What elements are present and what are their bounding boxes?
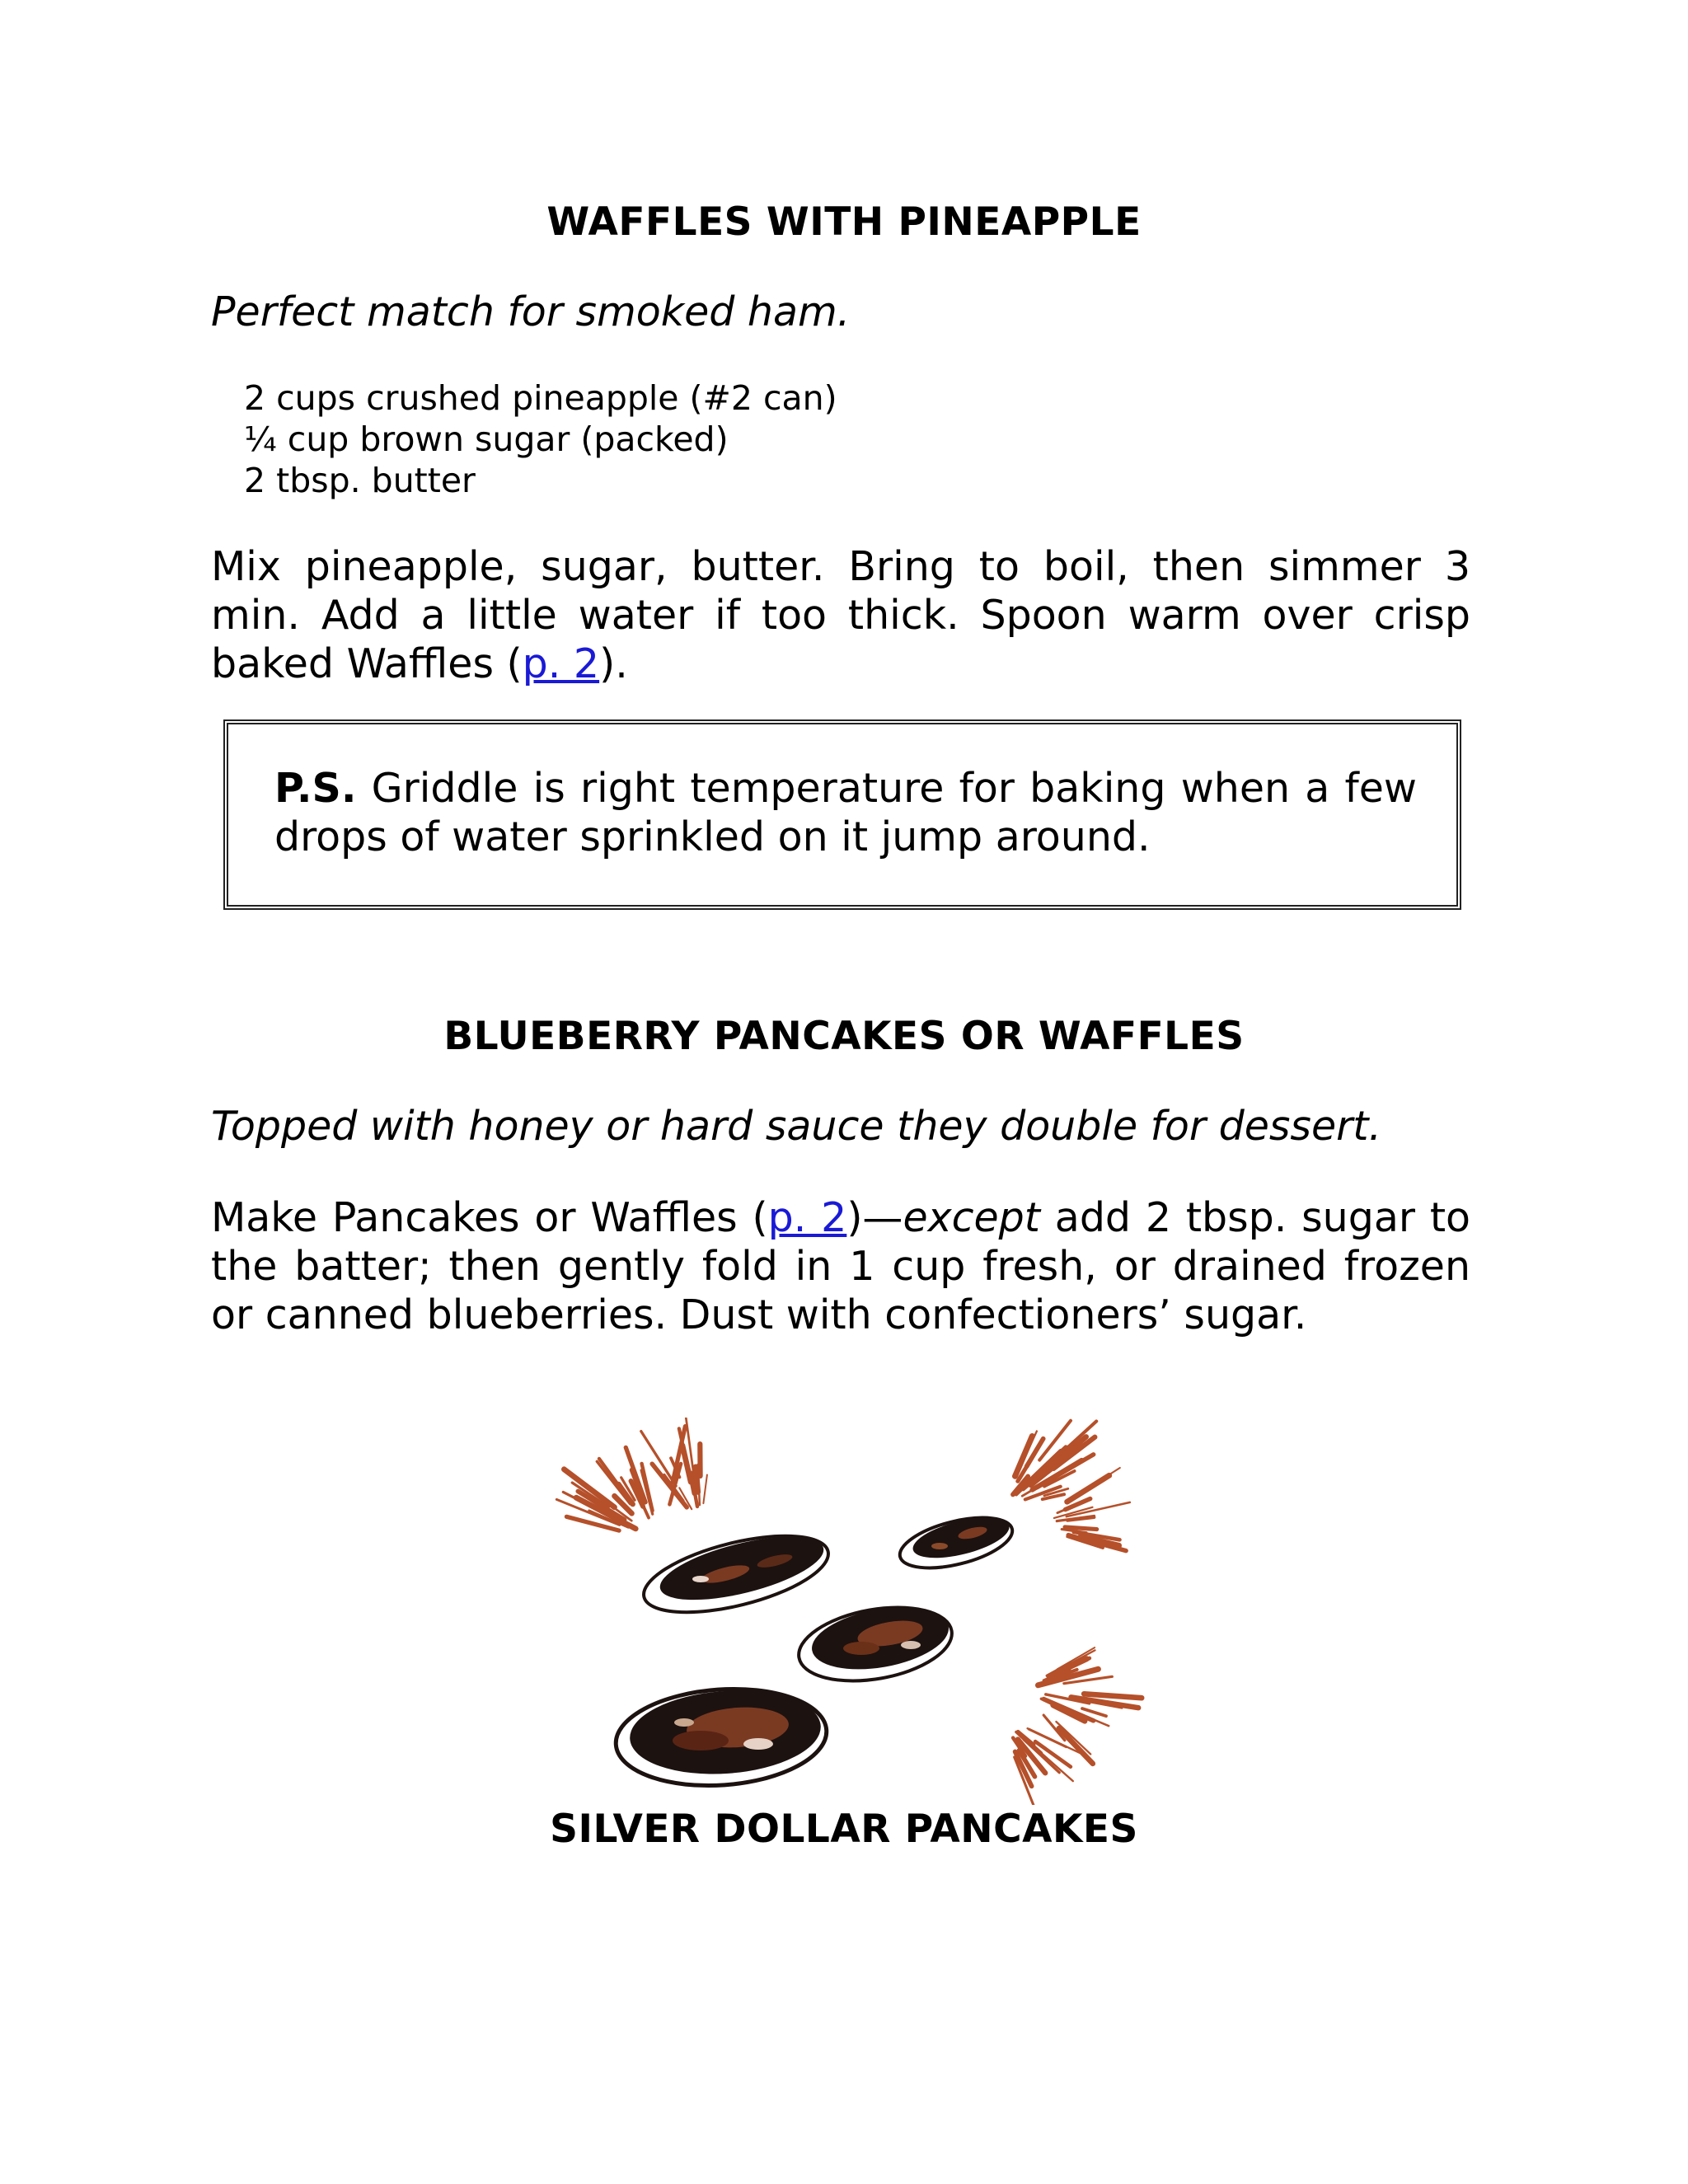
- page-link[interactable]: p. 2: [522, 640, 600, 687]
- ingredient-item: 2 tbsp. butter: [244, 461, 476, 500]
- recipe-tagline: Topped with honey or hard sauce they double for dessert.: [211, 1103, 1382, 1150]
- ingredient-item: 2 cups crushed pineapple (#2 can): [244, 378, 837, 418]
- directions-text: add 2 tbsp. sugar to the batter; then gently fold in 1 cup fresh, or drained frozen or canned blueberries. Dust with confectioners’ sugar.: [211, 1194, 1471, 1338]
- tip-body: Griddle is right temperature for baking when a few drops of water sprinkled on it jump around.: [274, 765, 1417, 860]
- directions-text: ).: [599, 640, 628, 687]
- tip-label: P.S.: [274, 765, 357, 812]
- splatter-stroke: [599, 1459, 625, 1493]
- pancake-top-right: [895, 1508, 1017, 1577]
- recipe-title-waffles-pineapple: WAFFLES WITH PINEAPPLE: [546, 199, 1142, 245]
- pancakes-illustration: [536, 1418, 1154, 1805]
- recipe-directions: [211, 1193, 1470, 1339]
- emphasis-text: except: [903, 1194, 1040, 1241]
- ingredient-list: [244, 377, 837, 501]
- splatter-stroke: [1084, 1694, 1142, 1698]
- recipe-tagline: Perfect match for smoked ham.: [211, 288, 851, 335]
- tip-text: [274, 764, 1417, 861]
- splatter-stroke: [1065, 1527, 1097, 1530]
- pancake-top-left: [636, 1521, 836, 1627]
- recipe-title-blueberry: BLUEBERRY PANCAKES OR WAFFLES: [443, 1014, 1245, 1059]
- recipe-directions: [211, 542, 1470, 688]
- directions-text: )—: [846, 1194, 903, 1241]
- page-link[interactable]: p. 2: [767, 1194, 847, 1241]
- illustration-caption: SILVER DOLLAR PANCAKES: [550, 1807, 1138, 1852]
- directions-text: Make Pancakes or Waffles (: [211, 1194, 768, 1241]
- pancake-bottom-left: [612, 1682, 829, 1793]
- directions-text: Mix pineapple, sugar, butter. Bring to boil, then simmer 3 min. Add a little water if too thick. Spoon warm over crisp baked Waffles (: [211, 543, 1470, 687]
- splatter-stroke: [703, 1475, 707, 1504]
- ingredient-item: ¼ cup brown sugar (packed): [244, 419, 729, 459]
- tip-box: [223, 719, 1461, 910]
- pancake-middle: [793, 1596, 958, 1691]
